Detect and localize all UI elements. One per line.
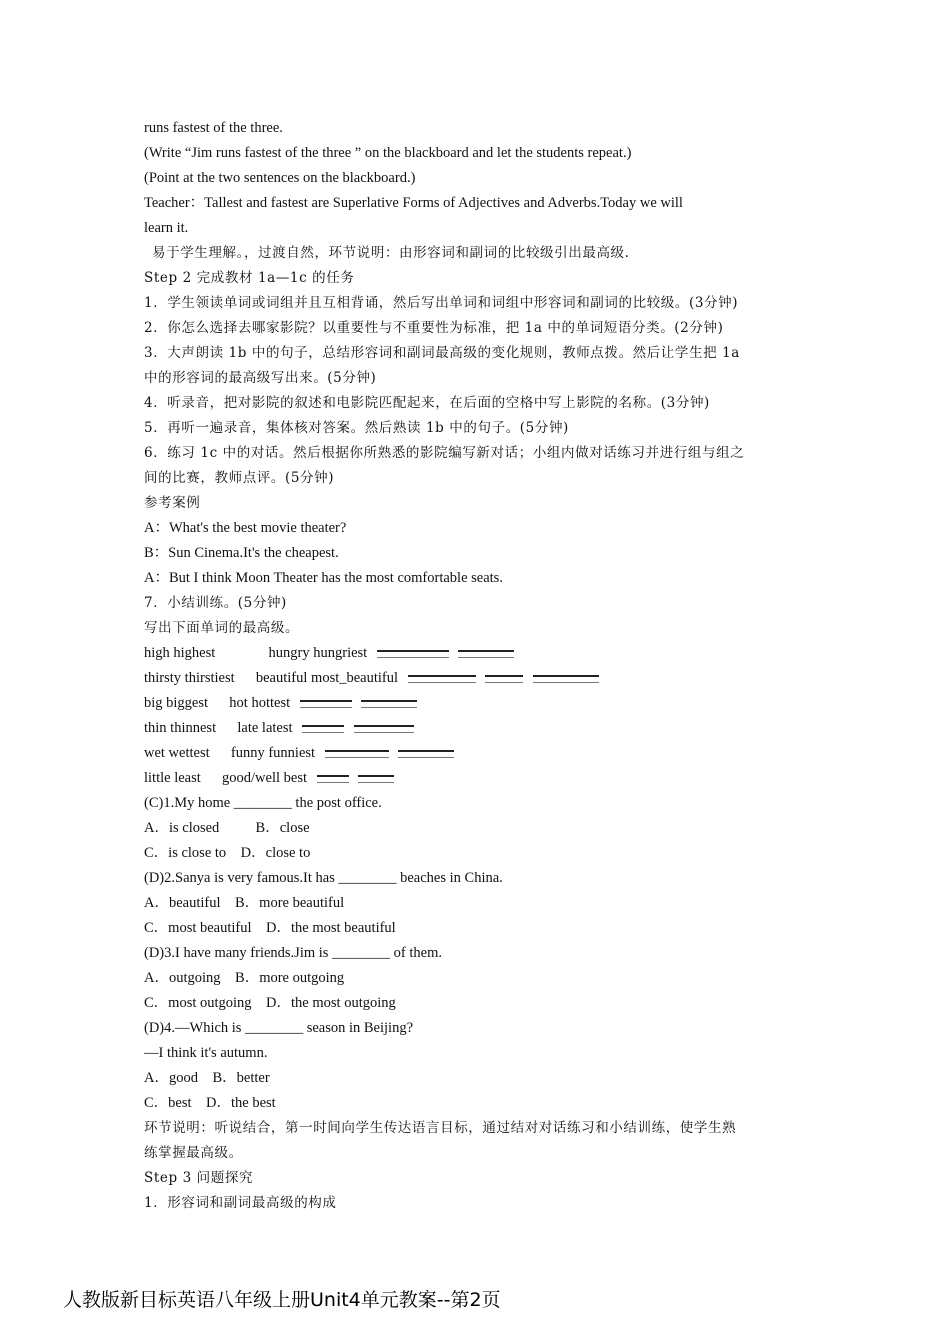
text-line: 易于学生理解。，过渡自然，环节说明：由形容词和副词的比较级引出最高级.	[152, 245, 630, 261]
answer-blank	[317, 775, 349, 783]
quiz-options: A．is closed B．close	[144, 820, 310, 836]
text-line: 中的形容词的最高级写出来。(5分钟)	[144, 370, 377, 386]
word-row	[144, 766, 824, 791]
answer-blank	[533, 675, 599, 683]
word-pair: high highest	[144, 645, 216, 661]
answer-blank	[354, 725, 414, 733]
text-line: 3．大声朗读 1b 中的句子，总结形容词和副词最高级的变化规则，教师点拨。然后让学生把 1a	[144, 345, 740, 361]
answer-blank	[398, 750, 454, 758]
text-line: runs fastest of the three.	[144, 120, 283, 136]
answer-blank	[485, 675, 523, 683]
dialog-line: A：What's the best movie theater?	[144, 520, 347, 536]
word-row	[144, 666, 824, 691]
step-heading: Step 2 完成教材 1a—1c 的任务	[144, 270, 355, 286]
word-pair: hungry hungriest	[268, 645, 368, 661]
answer-blank	[358, 775, 394, 783]
word-row	[144, 741, 824, 766]
quiz-options: C．most beautiful D．the most beautiful	[144, 920, 396, 936]
word-pair: funny funniest	[230, 745, 316, 761]
quiz-options: C．best D．the best	[144, 1095, 276, 1111]
text-line: Teacher：Tallest and fastest are Superlative Forms of Adjectives and Adverbs.Today we will	[144, 195, 683, 211]
quiz-question: (C)1.My home ________ the post office.	[144, 795, 382, 811]
text-line: 1．形容词和副词最高级的构成	[144, 1195, 337, 1211]
text-line: 2．你怎么选择去哪家影院？以重要性与不重要性为标准，把 1a 中的单词短语分类。(2分钟)	[144, 320, 724, 336]
step-heading: Step 3 问题探究	[144, 1170, 254, 1186]
text-line: (Point at the two sentences on the blackboard.)	[144, 170, 416, 186]
quiz-dialog-line: —I think it's autumn.	[144, 1045, 268, 1061]
word-pair: good/well best	[222, 770, 308, 786]
text-line: 环节说明：听说结合，第一时间向学生传达语言目标，通过结对对话练习和小结训练，使学生熟	[144, 1120, 737, 1136]
text-line: (Write “Jim runs fastest of the three ” on the blackboard and let the students repeat.)	[144, 145, 632, 161]
answer-blank	[408, 675, 476, 683]
answer-blank	[302, 725, 344, 733]
quiz-question: (D)3.I have many friends.Jim is ________ of them.	[144, 945, 443, 961]
text-line: 间的比赛，教师点评。(5分钟)	[144, 470, 335, 486]
word-pair: hot hottest	[229, 695, 291, 711]
text-line: 6．练习 1c 中的对话。然后根据你所熟悉的影院编写新对话；小组内做对话练习并进行组与组之	[144, 445, 745, 461]
text-line: 5．再听一遍录音，集体核对答案。然后熟读 1b 中的句子。(5分钟)	[144, 420, 569, 436]
quiz-options: A．beautiful B．more beautiful	[144, 895, 345, 911]
word-pair: thirsty thirstiest	[144, 670, 235, 686]
text-line: 4．听录音，把对影院的叙述和电影院匹配起来，在后面的空格中写上影院的名称。(3分钟)	[144, 395, 710, 411]
word-row	[144, 691, 824, 716]
word-pair: thin thinnest	[144, 720, 217, 736]
text-line: 7．小结训练。(5分钟)	[144, 595, 287, 611]
answer-blank	[377, 650, 449, 658]
word-row	[144, 716, 824, 741]
answer-blank	[361, 700, 417, 708]
word-pair: big biggest	[144, 695, 209, 711]
word-pair: wet wettest	[144, 745, 210, 761]
text-line: 1．学生领读单词或词组并且互相背诵，然后写出单词和词组中形容词和副词的比较级。(3分钟)	[144, 295, 739, 311]
text-line: learn it.	[144, 220, 189, 236]
quiz-question: (D)2.Sanya is very famous.It has ________ beaches in China.	[144, 870, 503, 886]
quiz-options: C．most outgoing D．the most outgoing	[144, 995, 396, 1011]
dialog-line: A：But I think Moon Theater has the most comfortable seats.	[144, 570, 503, 586]
text-line: 练掌握最高级。	[144, 1145, 243, 1161]
word-pair: late latest	[237, 720, 293, 736]
document-body	[144, 116, 824, 1216]
text-line: 写出下面单词的最高级。	[144, 620, 300, 636]
answer-blank	[300, 700, 352, 708]
word-pair: little least	[144, 770, 201, 786]
text-line: 参考案例	[144, 495, 201, 511]
page-footer: 人教版新目标英语八年级上册Unit4单元教案--第2页	[63, 1289, 501, 1311]
answer-blank	[458, 650, 514, 658]
quiz-options: C．is close to D．close to	[144, 845, 311, 861]
quiz-question: (D)4.—Which is ________ season in Beijing?	[144, 1020, 414, 1036]
answer-blank	[325, 750, 389, 758]
quiz-options: A．good B．better	[144, 1070, 270, 1086]
quiz-options: A．outgoing B．more outgoing	[144, 970, 345, 986]
word-row	[144, 641, 824, 666]
word-pair: beautiful most_beautiful	[255, 670, 399, 686]
dialog-line: B：Sun Cinema.It's the cheapest.	[144, 545, 339, 561]
